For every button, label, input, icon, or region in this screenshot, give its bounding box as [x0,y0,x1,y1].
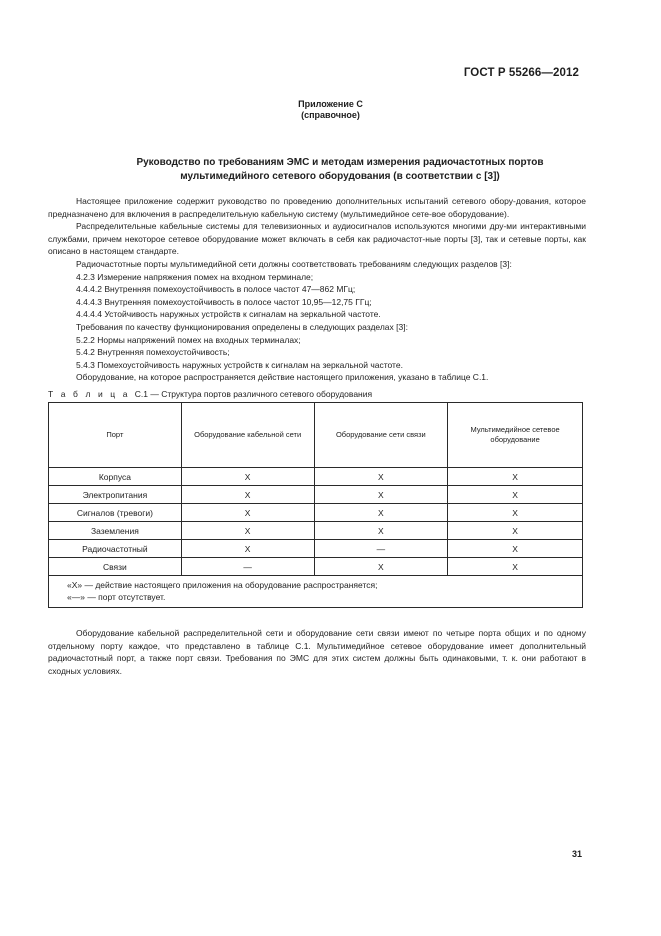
table-row [49,504,583,522]
paragraph-intro: Настоящее приложение содержит руководство по проведению дополнительных испытаний сетевого обору-дования, которое предназначено для включения в распределительную кабельную систему (мультимедийное сете-вое оборудование). [48,196,586,219]
table-cell: Корпуса [49,468,182,486]
table-cell: X [314,522,448,540]
table-cell: Радиочастотный [49,540,182,558]
table-row [49,540,583,558]
list-item: 5.4.2 Внутренняя помехоустойчивость; [76,347,230,358]
table-caption-prefix: Т а б л и ц а [48,389,131,399]
list-item: 4.2.3 Измерение напряжения помех на входном терминале; [76,271,314,282]
table-cell: X [448,486,583,504]
table-row [49,486,583,504]
table-cell: X [181,504,314,522]
table-row [49,558,583,576]
table-cell: X [314,486,448,504]
header-port: Порт [49,403,182,468]
table-cell: — [181,558,314,576]
header-cable-network: Оборудование кабельной сети [181,403,314,468]
closing-text [48,627,586,677]
annex-title: Приложение С [298,99,363,109]
list-item: 4.4.4.2 Внутренняя помехоустойчивость в полосе частот 47—862 МГц; [76,284,356,295]
section-title-line-2: мультимедийного сетевого оборудования (в соответствии с [3]) [180,171,500,182]
page-number: 31 [571,849,582,859]
table-cell: X [314,504,448,522]
table-cell: Сигналов (тревоги) [49,504,182,522]
table-cell: X [314,558,448,576]
header-telecom-network: Оборудование сети связи [314,403,448,468]
section-title-line-1: Руководство по требованиям ЭМС и методам измерения радиочастотных портов [136,157,544,168]
list-item: 4.4.4.3 Внутренняя помехоустойчивость в полосе частот 10,95—12,75 ГГц; [76,296,372,307]
table-notes-row [49,576,583,608]
table-cell: X [448,468,583,486]
list-item: 5.2.2 Нормы напряжений помех на входных терминалах; [76,334,301,345]
table-cell: Заземления [49,522,182,540]
header-multimedia-network: Мультимедийное сетевое оборудование [448,403,583,468]
intro-text [48,195,586,384]
section-title [60,156,620,184]
table-note: «—» — порт отсутствует. [67,592,166,602]
list-item: 4.4.4.4 Устойчивость наружных устройств к сигналам на зеркальной частоте. [76,309,381,320]
table-cell: X [448,558,583,576]
list-item: Оборудование, на которое распространяется действие настоящего приложения, указано в таблице С.1. [76,372,489,383]
table-notes [49,576,583,608]
table-header-row [49,403,583,468]
table-cell: X [314,468,448,486]
table-cell: Связи [49,558,182,576]
list-item: Требования по качеству функционирования определены в следующих разделах [3]: [76,321,408,332]
table-row [49,522,583,540]
table-caption [48,389,372,399]
table-row [49,468,583,486]
table-cell: X [448,504,583,522]
list-item: 5.4.3 Помехоустойчивость наружных устройств к сигналам на зеркальной частоте. [76,359,403,370]
table-cell: — [314,540,448,558]
table-cell: X [448,522,583,540]
table-cell: Электропитания [49,486,182,504]
table-cell: X [448,540,583,558]
table-cell: X [181,522,314,540]
table-cell: X [181,468,314,486]
table-cell: X [181,540,314,558]
table-caption-text: С.1 — Структура портов различного сетевого оборудования [134,389,373,399]
table-cell: X [181,486,314,504]
document-code: ГОСТ Р 55266—2012 [463,67,579,79]
table-note: «X» — действие настоящего приложения на оборудование распространяется; [67,580,378,590]
paragraph-systems: Распределительные кабельные системы для телевизионных и аудиосигналов используются многими дру-ми интерактивными службами, причем некоторое сетевое оборудование может включать в себя как радиочастот-ные порты [3], так и сетевые порты, как описано в настоящем стандарте. [48,221,586,257]
paragraph-rf-ports: Радиочастотные порты мультимедийной сети должны соответствовать требованиям следующих разделов [3]: [76,258,512,269]
annex-kind: (справочное) [301,110,360,120]
closing-paragraph: Оборудование кабельной распределительной сети и оборудование сети связи имеют по четыре порта общих и по одному отдельному порту каждое, что представлено в таблице С.1. Мультимедийное сетевое оборудование имеет дополнительный радиочастотный порт, а также порт связи. Требования по ЭМС для этих систем должны быть одинаковыми, т. к. они работают в сходных условиях. [48,628,586,676]
ports-table [48,402,583,608]
